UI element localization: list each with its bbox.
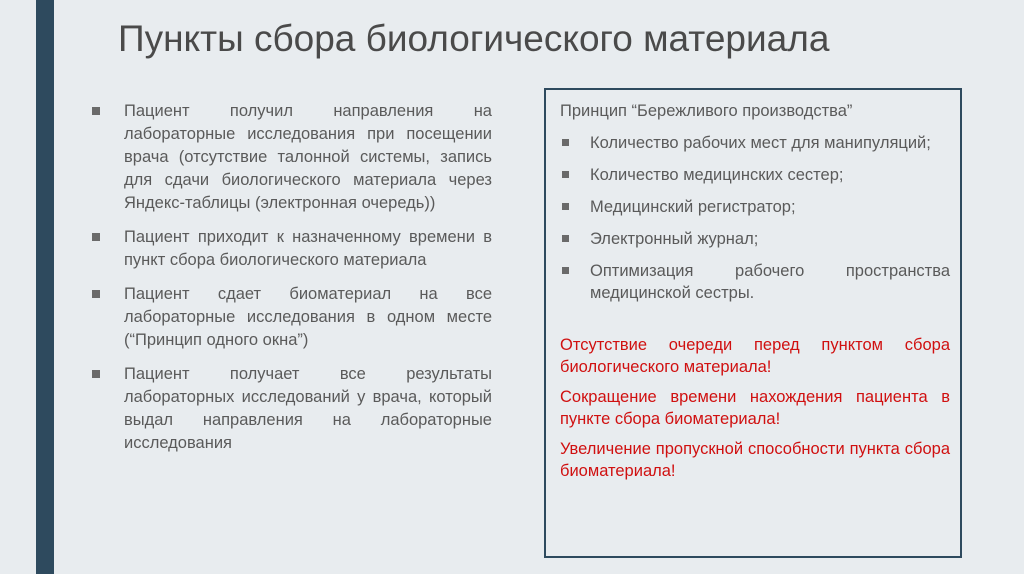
square-bullet-icon: [92, 107, 100, 115]
square-bullet-icon: [562, 171, 569, 178]
panel-heading: Принцип “Бережливого производства”: [560, 102, 853, 120]
square-bullet-icon: [562, 267, 569, 274]
list-item: [558, 132, 950, 154]
square-bullet-icon: [92, 233, 100, 241]
list-item: [558, 260, 950, 304]
lean-principle-panel: [544, 88, 962, 558]
square-bullet-icon: [562, 235, 569, 242]
list-item: [92, 100, 492, 215]
panel-bullet-list: [558, 132, 950, 304]
outcome-text: Увеличение пропускной способности пункта сбора биоматериала!: [560, 440, 950, 480]
square-bullet-icon: [92, 370, 100, 378]
outcome-text: Сокращение времени нахождения пациента в пункте сбора биоматериала!: [560, 388, 950, 428]
outcome-text: Отсутствие очереди перед пунктом сбора биологического материала!: [560, 336, 950, 376]
list-item-text: Количество медицинских сестер;: [590, 166, 844, 184]
list-item-text: Количество рабочих мест для манипуляций;: [590, 134, 931, 152]
accent-sidebar-bar: [36, 0, 54, 574]
slide-title: Пункты сбора биологического материала: [118, 18, 830, 59]
list-item-text: Электронный журнал;: [590, 230, 759, 248]
outcomes-block: [558, 334, 950, 482]
list-item: [92, 363, 492, 455]
list-item-text: Медицинский регистратор;: [590, 198, 796, 216]
list-item-text: Пациент сдает биоматериал на все лабораторные исследования в одном месте (“Принцип одного окна”): [124, 285, 492, 349]
list-item-text: Пациент получает все результаты лабораторных исследований у врача, который выдал направления на лабораторные исследования: [124, 365, 492, 452]
list-item: [92, 283, 492, 352]
list-item-text: Оптимизация рабочего пространства медицинской сестры.: [590, 262, 950, 302]
list-item: [558, 228, 950, 250]
square-bullet-icon: [92, 290, 100, 298]
square-bullet-icon: [562, 139, 569, 146]
left-bullet-list: [92, 100, 492, 466]
list-item-text: Пациент приходит к назначенному времени в пункт сбора биологического материала: [124, 228, 492, 269]
list-item: [92, 226, 492, 272]
list-item-text: Пациент получил направления на лабораторные исследования при посещении врача (отсутствие талонной системы, запись для сдачи биологического материала через Яндекс-таблицы (электронная очередь)): [124, 102, 492, 212]
square-bullet-icon: [562, 203, 569, 210]
list-item: [558, 196, 950, 218]
list-item: [558, 164, 950, 186]
